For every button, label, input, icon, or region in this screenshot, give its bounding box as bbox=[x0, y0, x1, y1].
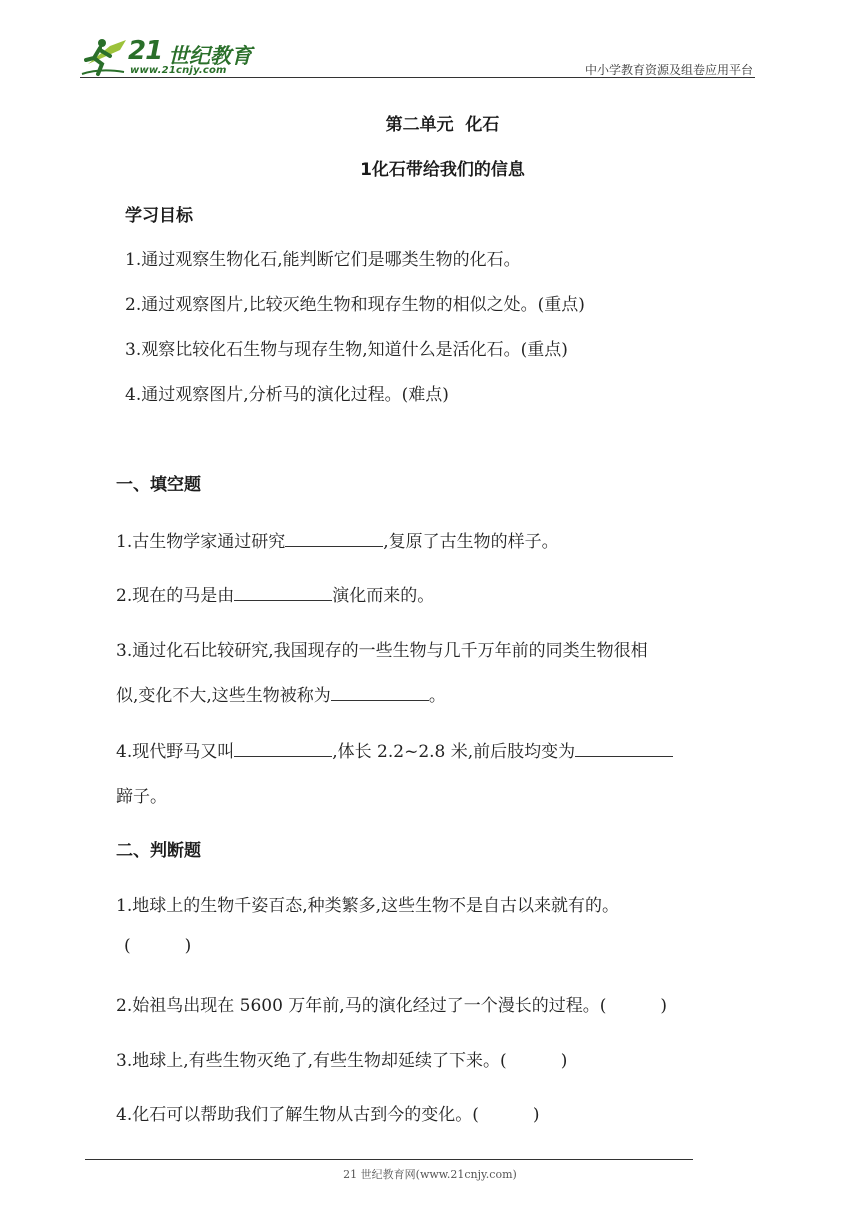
judge-question-2: 2.始祖鸟出现在 5600 万年前,马的演化经过了一个漫长的过程。( ) bbox=[116, 996, 667, 1016]
answer-blank[interactable] bbox=[331, 683, 429, 701]
answer-blank[interactable] bbox=[575, 739, 673, 757]
footer-divider bbox=[85, 1159, 693, 1160]
question-text: 似,变化不大,这些生物被称为 bbox=[116, 686, 331, 706]
objective-item: 3.观察比较化石生物与现存生物,知道什么是活化石。(重点) bbox=[125, 340, 568, 360]
fill-question-3-line2 bbox=[116, 681, 446, 706]
judge-question-3: 3.地球上,有些生物灭绝了,有些生物却延续了下来。( ) bbox=[116, 1051, 568, 1071]
objective-item: 1.通过观察生物化石,能判断它们是哪类生物的化石。 bbox=[125, 250, 521, 270]
question-text: 。 bbox=[428, 686, 446, 706]
logo-url: www.21cnjy.com bbox=[130, 65, 227, 76]
fill-question-4-line2: 蹄子。 bbox=[116, 787, 167, 807]
judge-question-1: 1.地球上的生物千姿百态,种类繁多,这些生物不是自古以来就有的。 bbox=[116, 896, 620, 916]
question-text: ,复原了古生物的样子。 bbox=[383, 532, 559, 552]
fill-question-3-line1: 3.通过化石比较研究,我国现存的一些生物与几千万年前的同类生物很相 bbox=[116, 641, 648, 661]
answer-blank[interactable] bbox=[285, 529, 383, 547]
question-text: 1.古生物学家通过研究 bbox=[116, 532, 286, 552]
logo-name: 世纪教育 bbox=[168, 44, 252, 68]
judge-question-4: 4.化石可以帮助我们了解生物从古到今的变化。( ) bbox=[116, 1105, 540, 1125]
judge-section-heading: 二、判断题 bbox=[116, 841, 201, 861]
answer-blank[interactable] bbox=[234, 739, 332, 757]
question-text: 2.现在的马是由 bbox=[116, 586, 235, 606]
logo-number: 21 bbox=[128, 36, 163, 66]
runner-logo-icon bbox=[80, 34, 130, 78]
objective-item: 4.通过观察图片,分析马的演化过程。(难点) bbox=[125, 385, 449, 405]
platform-label: 中小学教育资源及组卷应用平台 bbox=[584, 63, 753, 77]
answer-blank[interactable] bbox=[234, 583, 332, 601]
question-text: 4.现代野马又叫 bbox=[116, 742, 235, 762]
fill-question-4-line1 bbox=[116, 737, 673, 762]
site-logo bbox=[80, 34, 250, 78]
question-text: 演化而来的。 bbox=[332, 586, 435, 606]
footer-text: 21 世纪教育网(www.21cnjy.com) bbox=[343, 1168, 517, 1181]
fill-question-2 bbox=[116, 581, 434, 606]
lesson-title: 1化石带给我们的信息 bbox=[360, 160, 525, 180]
fill-section-heading: 一、填空题 bbox=[116, 475, 201, 495]
objective-item: 2.通过观察图片,比较灭绝生物和现存生物的相似之处。(重点) bbox=[125, 295, 585, 315]
objectives-heading: 学习目标 bbox=[125, 206, 193, 226]
question-text: ,体长 2.2~2.8 米,前后肢均变为 bbox=[332, 742, 576, 762]
header-divider bbox=[80, 77, 755, 78]
answer-parentheses[interactable]: ( ) bbox=[124, 936, 192, 956]
fill-question-1 bbox=[116, 527, 559, 552]
unit-title: 第二单元 化石 bbox=[385, 115, 500, 135]
